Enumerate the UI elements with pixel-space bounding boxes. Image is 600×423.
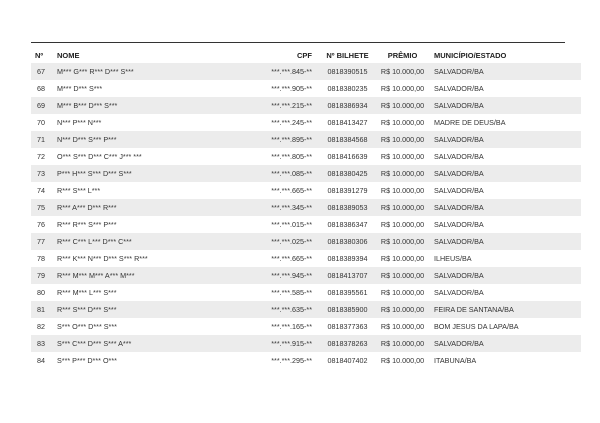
header-num: Nº [35, 50, 44, 60]
row-name: M*** B*** D*** S*** [57, 97, 257, 114]
row-prize: R$ 10.000,00 [380, 186, 425, 195]
row-number: 69 [31, 97, 57, 114]
row-name: S*** P*** D*** O*** [57, 356, 117, 365]
row-municipality: ITABUNA/BA [434, 356, 477, 365]
row-municipality: SALVADOR/BA [430, 267, 581, 284]
row-cpf: ***.***.945-** [257, 267, 320, 284]
row-prize: R$ 10.000,00 [380, 220, 425, 229]
row-number: 74 [37, 186, 45, 195]
row-cpf: ***.***.085-** [257, 165, 320, 182]
row-number: 84 [37, 356, 45, 365]
row-cpf: ***.***.895-** [257, 131, 320, 148]
row-name: R*** R*** S*** P*** [57, 220, 117, 229]
row-ticket: 0818377363 [327, 322, 368, 331]
row-number: 79 [31, 267, 57, 284]
row-municipality: SALVADOR/BA [430, 97, 581, 114]
row-ticket: 0818384568 [320, 131, 375, 148]
header-municipio: MUNICÍPIO/ESTADO [434, 50, 507, 60]
row-number: 67 [31, 63, 57, 80]
row-municipality: ILHEUS/BA [434, 254, 472, 263]
table-row [31, 233, 581, 250]
row-prize: R$ 10.000,00 [375, 97, 430, 114]
row-prize: R$ 10.000,00 [380, 288, 425, 297]
table-row [31, 148, 581, 165]
row-cpf: ***.***.015-** [271, 220, 312, 229]
row-prize: R$ 10.000,00 [380, 84, 425, 93]
row-prize: R$ 10.000,00 [375, 301, 430, 318]
row-number: 71 [31, 131, 57, 148]
table-row [31, 80, 581, 97]
row-number: 81 [31, 301, 57, 318]
row-name: R*** A*** D*** R*** [57, 199, 257, 216]
row-municipality: SALVADOR/BA [434, 186, 484, 195]
row-number: 77 [31, 233, 57, 250]
row-name: R*** M*** L*** S*** [57, 288, 117, 297]
row-ticket: 0818395561 [327, 288, 368, 297]
row-name: R*** C*** L*** D*** C*** [57, 233, 257, 250]
row-ticket: 0818386347 [327, 220, 368, 229]
table-row [31, 216, 581, 233]
table-row [31, 131, 581, 148]
row-number: 76 [37, 220, 45, 229]
row-ticket: 0818391279 [327, 186, 368, 195]
row-ticket: 0818386934 [320, 97, 375, 114]
row-cpf: ***.***.915-** [257, 335, 320, 352]
table-header [31, 47, 581, 63]
row-ticket: 0818380425 [320, 165, 375, 182]
table-row [31, 114, 581, 131]
header-cpf: CPF [297, 50, 312, 60]
row-municipality: SALVADOR/BA [434, 152, 484, 161]
row-prize: R$ 10.000,00 [380, 118, 425, 127]
winners-table [31, 47, 581, 369]
table-row [31, 97, 581, 114]
row-ticket: 0818389394 [327, 254, 368, 263]
row-prize: R$ 10.000,00 [375, 267, 430, 284]
row-municipality: SALVADOR/BA [430, 335, 581, 352]
row-ticket: 0818380235 [327, 84, 368, 93]
row-name: R*** S*** L*** [57, 186, 101, 195]
row-ticket: 0818416639 [327, 152, 368, 161]
row-municipality: SALVADOR/BA [430, 63, 581, 80]
row-number: 83 [31, 335, 57, 352]
row-name: M*** D*** S*** [57, 84, 103, 93]
table-row [31, 335, 581, 352]
row-prize: R$ 10.000,00 [375, 199, 430, 216]
row-cpf: ***.***.345-** [257, 199, 320, 216]
row-number: 70 [37, 118, 45, 127]
row-cpf: ***.***.295-** [271, 356, 312, 365]
row-municipality: SALVADOR/BA [430, 165, 581, 182]
row-cpf: ***.***.665-** [271, 254, 312, 263]
row-ticket: 0818413707 [320, 267, 375, 284]
row-municipality: BOM JESUS DA LAPA/BA [434, 322, 519, 331]
row-municipality: SALVADOR/BA [434, 288, 484, 297]
row-municipality: FEIRA DE SANTANA/BA [430, 301, 581, 318]
row-ticket: 0818385900 [320, 301, 375, 318]
row-name: O*** S*** D*** C*** J*** *** [57, 152, 142, 161]
row-name: S*** O*** D*** S*** [57, 322, 117, 331]
row-number: 73 [31, 165, 57, 182]
row-prize: R$ 10.000,00 [380, 356, 425, 365]
row-name: M*** G*** R*** D*** S*** [57, 63, 257, 80]
table-row [31, 352, 581, 369]
row-number: 82 [37, 322, 45, 331]
table-row [31, 301, 581, 318]
header-bilhete: Nº BILHETE [326, 50, 369, 60]
table-row [31, 318, 581, 335]
row-prize: R$ 10.000,00 [375, 63, 430, 80]
row-prize: R$ 10.000,00 [380, 322, 425, 331]
row-name: P*** H*** S*** D*** S*** [57, 165, 257, 182]
row-cpf: ***.***.665-** [271, 186, 312, 195]
row-ticket: 0818378263 [320, 335, 375, 352]
row-cpf: ***.***.635-** [257, 301, 320, 318]
row-name: N*** P*** N*** [57, 118, 102, 127]
header-premio: PRÊMIO [387, 50, 418, 60]
row-cpf: ***.***.905-** [271, 84, 312, 93]
row-municipality: MADRE DE DEUS/BA [434, 118, 506, 127]
row-municipality: SALVADOR/BA [434, 220, 484, 229]
row-prize: R$ 10.000,00 [375, 335, 430, 352]
row-prize: R$ 10.000,00 [375, 165, 430, 182]
row-cpf: ***.***.165-** [271, 322, 312, 331]
table-row [31, 182, 581, 199]
row-number: 75 [31, 199, 57, 216]
row-municipality: SALVADOR/BA [430, 233, 581, 250]
row-name: S*** C*** D*** S*** A*** [57, 335, 257, 352]
table-row [31, 284, 581, 301]
table-row [31, 199, 581, 216]
row-name: R*** M*** M*** A*** M*** [57, 267, 257, 284]
table-row [31, 63, 581, 80]
row-ticket: 0818390515 [320, 63, 375, 80]
row-cpf: ***.***.585-** [271, 288, 312, 297]
row-ticket: 0818389053 [320, 199, 375, 216]
row-name: R*** S*** D*** S*** [57, 301, 257, 318]
header-row [31, 47, 581, 63]
row-number: 72 [37, 152, 45, 161]
row-cpf: ***.***.215-** [257, 97, 320, 114]
row-prize: R$ 10.000,00 [380, 254, 425, 263]
row-name: R*** K*** N*** D*** S*** R*** [57, 254, 148, 263]
row-ticket: 0818407402 [327, 356, 368, 365]
row-number: 78 [37, 254, 45, 263]
row-prize: R$ 10.000,00 [375, 233, 430, 250]
row-cpf: ***.***.245-** [271, 118, 312, 127]
row-cpf: ***.***.845-** [257, 63, 320, 80]
table-row [31, 250, 581, 267]
table-row [31, 267, 581, 284]
row-municipality: SALVADOR/BA [434, 84, 484, 93]
top-divider [31, 42, 565, 43]
row-number: 68 [37, 84, 45, 93]
row-number: 80 [37, 288, 45, 297]
row-name: N*** D*** S*** P*** [57, 131, 257, 148]
table-row [31, 165, 581, 182]
row-prize: R$ 10.000,00 [375, 131, 430, 148]
row-municipality: SALVADOR/BA [430, 131, 581, 148]
table-body [31, 63, 581, 369]
row-prize: R$ 10.000,00 [380, 152, 425, 161]
row-cpf: ***.***.025-** [257, 233, 320, 250]
row-ticket: 0818413427 [327, 118, 368, 127]
row-municipality: SALVADOR/BA [430, 199, 581, 216]
row-cpf: ***.***.805-** [271, 152, 312, 161]
header-nome: NOME [57, 50, 80, 60]
row-ticket: 0818380306 [320, 233, 375, 250]
